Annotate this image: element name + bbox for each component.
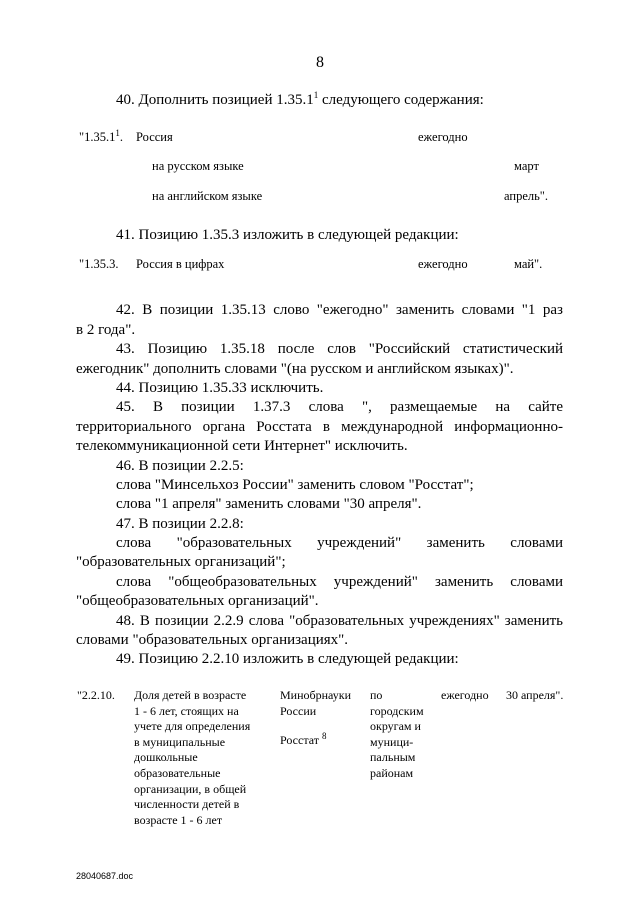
description-line: образовательные [134, 765, 221, 780]
item-48-line-1: 48. В позиции 2.2.9 слова "образовательных учреждениях" заменить [116, 613, 563, 629]
item-40-name-russian: на русском языке [152, 159, 244, 173]
level-line: городским [370, 703, 424, 718]
item-40-month-april: апрель". [504, 189, 549, 203]
table-2210-code: "2.2.10. [77, 688, 115, 702]
item-40-month-march: март [514, 159, 539, 173]
description-line: Доля детей в возрасте [134, 688, 247, 702]
item-41-period: ежегодно [418, 257, 468, 271]
level-line: округам и [370, 719, 421, 734]
item-41-month: май". [514, 257, 543, 271]
agency-line: России [280, 703, 317, 718]
item-45-line-1: 45. В позиции 1.37.3 слова ", размещаемые на сайте [116, 399, 563, 415]
item-40-period: ежегодно [418, 130, 468, 144]
level-line: районам [370, 765, 414, 780]
item-40-code: "1.35.1$^1$. [79, 127, 123, 144]
agency-line: Минобрнауки [280, 688, 352, 702]
item-40-heading: 40. Дополнить позицией 1.35.1$^1$ следующего содержания: [116, 90, 484, 108]
description-line: возрасте 1 - 6 лет [134, 812, 223, 827]
page-number: 8 [316, 54, 324, 71]
item-42-line-2: в 2 года". [76, 322, 136, 338]
item-47-b-line-2: "общеобразовательных организаций". [76, 593, 319, 609]
description-line: в муниципальные [134, 734, 226, 749]
table-2210-date: 30 апреля". [506, 688, 564, 702]
item-45-line-3: телекоммуникационной сети Интернет" исключить. [76, 438, 408, 454]
description-line: учете для определения [134, 719, 251, 734]
footer-filename: 28040687.doc [76, 871, 134, 881]
item-41-name: Россия в цифрах [136, 257, 225, 271]
level-line: пальным [370, 750, 416, 765]
description-line: 1 - 6 лет, стоящих на [134, 703, 239, 718]
item-41-code: "1.35.3. [79, 257, 119, 271]
item-43-line-1: 43. Позицию 1.35.18 после слов "Российский статистический [116, 341, 563, 357]
item-44: 44. Позицию 1.35.33 исключить. [116, 380, 324, 396]
description-line: дошкольные [134, 750, 198, 765]
table-2210-agency-2: Росстат $^8$ [280, 731, 327, 747]
item-47-b-line-1: слова "общеобразовательных учреждений" заменить словами [116, 574, 563, 590]
description-line: численности детей в [134, 797, 240, 812]
item-45-line-2: территориального органа Росстата в международной информационно- [76, 419, 563, 435]
table-2210-agency-1 [280, 688, 351, 719]
level-line: муници- [370, 734, 414, 749]
item-49-heading: 49. Позицию 2.2.10 изложить в следующей редакции: [116, 651, 459, 667]
description-line: организации, в общей [134, 781, 247, 796]
item-47-a-line-1: слова "образовательных учреждений" заменить словами [116, 535, 563, 551]
item-47-a-line-2: "образовательных организаций"; [76, 554, 286, 570]
item-40-name-russia: Россия [136, 130, 173, 144]
table-2210-level [370, 688, 424, 782]
item-43-line-2: ежегодник" дополнить словами "(на русском и английском языках)". [76, 361, 514, 377]
item-42-line-1: 42. В позиции 1.35.13 слово "ежегодно" заменить словами "1 раз [116, 302, 563, 318]
item-41-heading: 41. Позицию 1.35.3 изложить в следующей редакции: [116, 227, 459, 243]
item-46-heading: 46. В позиции 2.2.5: [116, 458, 244, 474]
item-46-a: слова "Минсельхоз России" заменить словом "Росстат"; [116, 477, 474, 493]
item-47-heading: 47. В позиции 2.2.8: [116, 516, 244, 532]
table-2210-period: ежегодно [441, 688, 489, 702]
item-46-b: слова "1 апреля" заменить словами "30 апреля". [116, 496, 422, 512]
table-2210-description [134, 688, 250, 828]
item-40-name-english: на английском языке [152, 189, 263, 203]
item-48-line-2: словами "образовательных организациях". [76, 632, 349, 648]
level-line: по [370, 688, 383, 702]
